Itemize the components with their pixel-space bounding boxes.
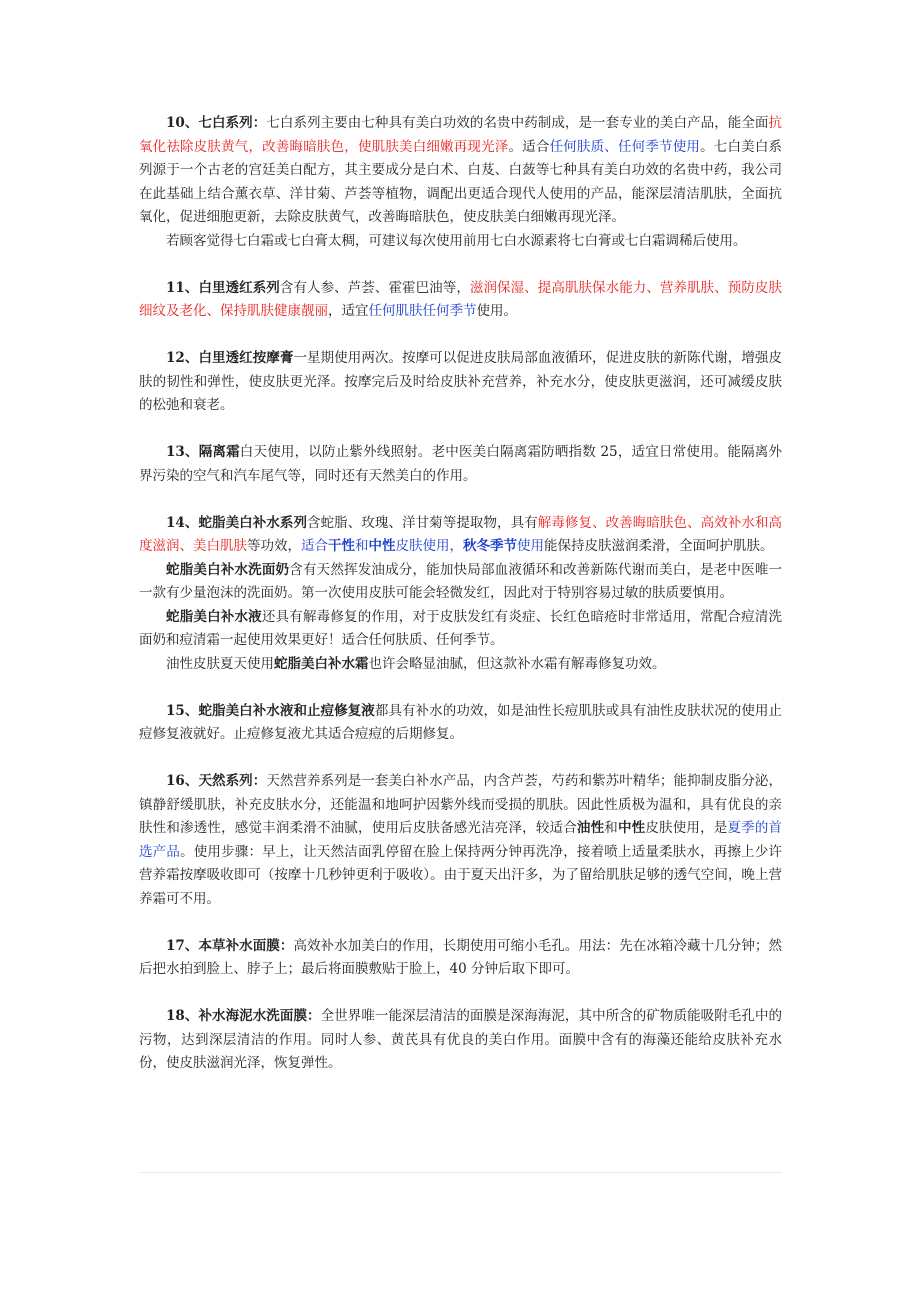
section-14-title: 蛇脂美白补水系列: [198, 514, 308, 531]
section-18-colon: ：: [307, 1008, 321, 1024]
section-16-title: 天然系列: [198, 773, 253, 789]
section-17-title: 本草补水面膜: [198, 937, 280, 954]
section-14-lotion-title: 蛇脂美白补水液: [166, 608, 262, 625]
section-10-text-2: 。适合: [508, 138, 550, 155]
section-14-cream-pre: 油性皮肤夏天使用: [166, 655, 274, 672]
section-17-number: 17、: [166, 937, 199, 954]
section-12-text: 一星期使用两次。按摩可以促进皮肤局部血液循环，促进皮肤的新陈代谢，增强皮肤的韧性和弹性，使皮肤更光泽。按摩完后及时给皮肤补充营养，补充水分，使皮肤更滋润，还可减缓皮肤的松弛和衰老。: [139, 350, 783, 413]
section-13-number: 13、: [166, 444, 199, 460]
section-18-title: 补水海泥水洗面膜: [198, 1008, 308, 1024]
section-10-title: 七白系列: [198, 115, 253, 131]
section-12: [139, 347, 782, 418]
section-10-highlight-red: 抗氧化祛除皮肤黄气，改善晦暗肤色，使肌肤美白细嫩再现光泽: [139, 115, 783, 155]
document-body: [139, 112, 782, 1076]
section-14-number: 14、: [166, 514, 199, 531]
section-10-colon: ：: [252, 115, 267, 131]
section-17-colon: ：: [279, 937, 294, 954]
section-14-highlight-red: 解毒修复、改善晦暗肤色、高效补水和高度滋润、美白肌肤: [139, 514, 783, 554]
section-14-text-1: 含蛇脂、玫瑰、洋甘菊等提取物，具有: [307, 514, 538, 531]
section-18-text: 全世界唯一能深层清洁的面膜是深海海泥，其中所含的矿物质能吸附毛孔中的污物，达到深层清洁的作用。同时人参、黄芪具有优良的美白作用。面膜中含有的海藻还能给皮肤补充水份，使皮肤滋润光泽，恢复弹性。: [139, 1008, 783, 1071]
section-10-text-3: 。七白美白系列源于一个古老的宫廷美白配方，其主要成分是白术、白芨、白蔹等七种具有美白功效的名贵中药，我公司在此基础上结合薰衣草、洋甘菊、芦荟等植物，调配出更适合现代人使用的产品，能深层清洁肌肤，全面抗氧化，促进细胞更新，去除皮肤黄气，改善晦暗肤色，使皮肤美白细嫩再现光泽。: [139, 138, 783, 225]
section-14-blue-bold-3: 秋冬季节: [463, 538, 517, 554]
section-14-cleanser-title: 蛇脂美白补水洗面奶: [166, 561, 290, 578]
section-14: [139, 512, 782, 559]
section-14-blue-2: 和: [355, 538, 369, 554]
section-17-text: 高效补水加美白的作用，长期使用可缩小毛孔。用法：先在冰箱冷藏十几分钟；然后把水拍到脸上、脖子上；最后将面膜敷贴于脸上，40 分钟后取下即可。: [139, 937, 783, 977]
section-16-text-3: 皮肤使用，是: [645, 820, 728, 836]
section-14-blue-bold-1: 干性: [328, 538, 355, 554]
section-14-blue-3: 皮肤使用，: [395, 538, 463, 554]
section-14-blue-bold-2: 中性: [368, 538, 396, 554]
section-11-text-2: ，适宜: [328, 303, 369, 319]
section-10-text-1: 七白系列主要由七种具有美白功效的名贵中药制成，是一套专业的美白产品，能全面: [266, 115, 769, 131]
section-15-title: 蛇脂美白补水液和止痘修复液: [198, 702, 375, 719]
section-14-text-2: 等功效，: [247, 538, 301, 554]
section-14-blue-1: 适合: [301, 538, 328, 554]
section-12-title: 白里透红按摩膏: [198, 350, 294, 366]
section-17: [139, 935, 782, 982]
section-11-highlight-red: 滋润保湿、提高肌肤保水能力、营养肌肤、预防皮肤细纹及老化、保持肌肤健康靓丽: [139, 279, 783, 319]
section-11-text-1: 含有人参、芦荟、霍霍巴油等，: [279, 279, 470, 296]
section-10-highlight-blue: 任何肤质、任何季节使用: [549, 138, 701, 155]
section-16-colon: ：: [252, 773, 267, 789]
section-16-bold-neutral: 中性: [617, 820, 646, 836]
section-16-number: 16、: [166, 773, 199, 789]
section-14-cream-title: 蛇脂美白补水霜: [274, 655, 369, 672]
section-13-title: 隔离霜: [198, 444, 240, 460]
section-16: [139, 770, 782, 911]
section-14-cleanser-text: 含有天然挥发油成分，能加快局部血液循环和改善新陈代谢而美白，是老中医唯一一款有少量泡沫的洗面奶。第一次使用皮肤可能会轻微发红，因此对于特别容易过敏的肤质要慎用。: [139, 561, 783, 601]
section-18-number: 18、: [166, 1008, 199, 1024]
section-14-cleanser: [139, 559, 782, 606]
section-14-cream: [139, 653, 782, 677]
section-16-text-1: 天然营养系列是一套美白补水产品，内含芦荟，芍药和紫苏叶精华；能抑制皮脂分泌，镇静舒缓肌肤，补充皮肤水分，还能温和地呵护因紫外线而受损的肌肤。因此性质极为温和，具有优良的亲肤性和渗透性，感觉丰润柔滑不油腻，使用后皮肤备感光洁亮泽，较适合: [139, 773, 783, 836]
section-16-text-2: 和: [604, 820, 618, 836]
section-15-number: 15、: [166, 702, 199, 719]
section-11-title: 白里透红系列: [198, 279, 280, 296]
section-11-number: 11、: [166, 279, 199, 296]
section-15: [139, 700, 782, 747]
page-divider: [139, 1172, 782, 1173]
section-14-lotion-text: 还具有解毒修复的作用，对于皮肤发红有炎症、长红色暗疮时非常适用，常配合痘清洗面奶和痘清霜一起使用效果更好！适合任何肤质、任何季节。: [139, 608, 783, 648]
section-11: [139, 277, 782, 324]
section-10-note: 若顾客觉得七白霜或七白膏太稠，可建议每次使用前用七白水源素将七白膏或七白霜调稀后使用。: [166, 232, 747, 249]
section-11-highlight-blue: 任何肌肤任何季节: [368, 303, 477, 319]
section-16-highlight-blue: 夏季的首选产品: [139, 820, 783, 860]
section-10: [139, 112, 782, 230]
section-14-text-3: 能保持皮肤滋润柔滑，全面呵护肌肤。: [544, 538, 774, 554]
section-18: [139, 1005, 782, 1076]
section-14-cream-text: 也许会略显油腻，但这款补水霜有解毒修复功效。: [368, 655, 666, 672]
section-10-number: 10、: [166, 115, 199, 131]
section-16-bold-oily: 油性: [576, 820, 605, 836]
section-16-text-4: 。使用步骤：早上，让天然洁面乳停留在脸上保持两分钟再洗净，接着喷上适量柔肤水，再擦上少许营养霜按摩吸收即可（按摩十几秒钟更利于吸收）。由于夏天出汗多，为了留给肌肤足够的透气空间，晚上营养霜可不用。: [139, 843, 783, 907]
section-14-blue-4: 使用: [517, 538, 544, 554]
section-14-lotion: [139, 606, 782, 653]
section-15-text: 都具有补水的功效，如是油性长痘肌肤或具有油性皮肤状况的使用止痘修复液就好。止痘修复液尤其适合痘痘的后期修复。: [139, 702, 783, 742]
section-13: [139, 441, 782, 488]
section-13-text: 白天使用，以防止紫外线照射。老中医美白隔离霜防晒指数 25，适宜日常使用。能隔离外界污染的空气和汽车尾气等，同时还有天然美白的作用。: [139, 444, 783, 484]
section-12-number: 12、: [166, 350, 199, 366]
section-11-text-3: 使用。: [476, 303, 517, 319]
